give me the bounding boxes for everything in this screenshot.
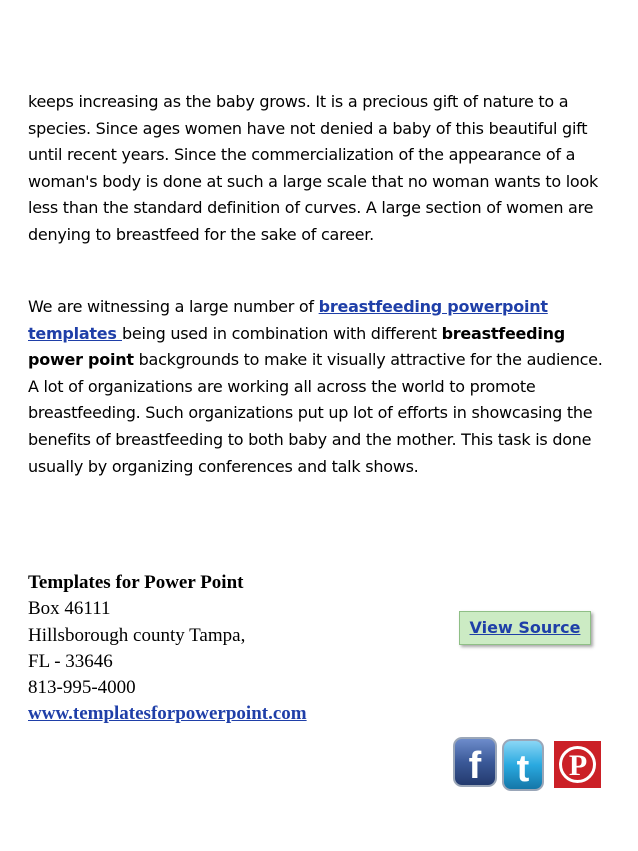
view-source-button[interactable]: View Source: [459, 611, 591, 645]
phone-number: 813-995-4000: [28, 677, 136, 699]
facebook-glyph: f: [468, 745, 482, 787]
body-paragraph-1: [28, 89, 618, 249]
twitter-icon[interactable]: [500, 736, 546, 794]
address-line-1: Box 46111: [28, 598, 111, 620]
paragraph-2-intro: We are witnessing a large number of: [28, 297, 319, 316]
paragraph-2-mid: being used in combination with different: [122, 323, 442, 343]
pinterest-icon[interactable]: [554, 741, 601, 788]
breastfeeding-templates-link[interactable]: breastfeeding powerpoint templates: [28, 297, 548, 343]
body-paragraph-2: [28, 294, 618, 480]
contact-block: [28, 570, 307, 728]
company-name: Templates for Power Point: [28, 572, 244, 593]
address-line-2: Hillsborough county Tampa,: [28, 624, 246, 646]
address-line-3: FL - 33646: [28, 650, 113, 672]
paragraph-1-text: keeps increasing as the baby grows. It is a precious gift of nature to a species. Since ages women have not denied a baby of this beautiful gift until recent years. Since the commercialization of the appearance of a woman's body is done at such a large scale that no woman wants to look less than the standard definition of curves. A large section of women are denying to breastfeed for the sake of career.: [28, 92, 599, 244]
paragraph-2-rest: backgrounds to make it visually attractive for the audience. A lot of organizations are working all across the world to promote breastfeeding. Such organizations put up lot of efforts in showcasing the benefits of breastfeeding to both baby and the mother. This task is done usually by organizing conferences and talk shows.: [28, 350, 603, 476]
facebook-icon[interactable]: [451, 734, 499, 790]
website-link[interactable]: www.templatesforpowerpoint.com: [28, 703, 307, 725]
paragraph-2-bold-phrase: breastfeeding power point: [28, 323, 565, 370]
pinterest-glyph: P: [568, 749, 588, 782]
twitter-glyph: t: [516, 748, 530, 790]
